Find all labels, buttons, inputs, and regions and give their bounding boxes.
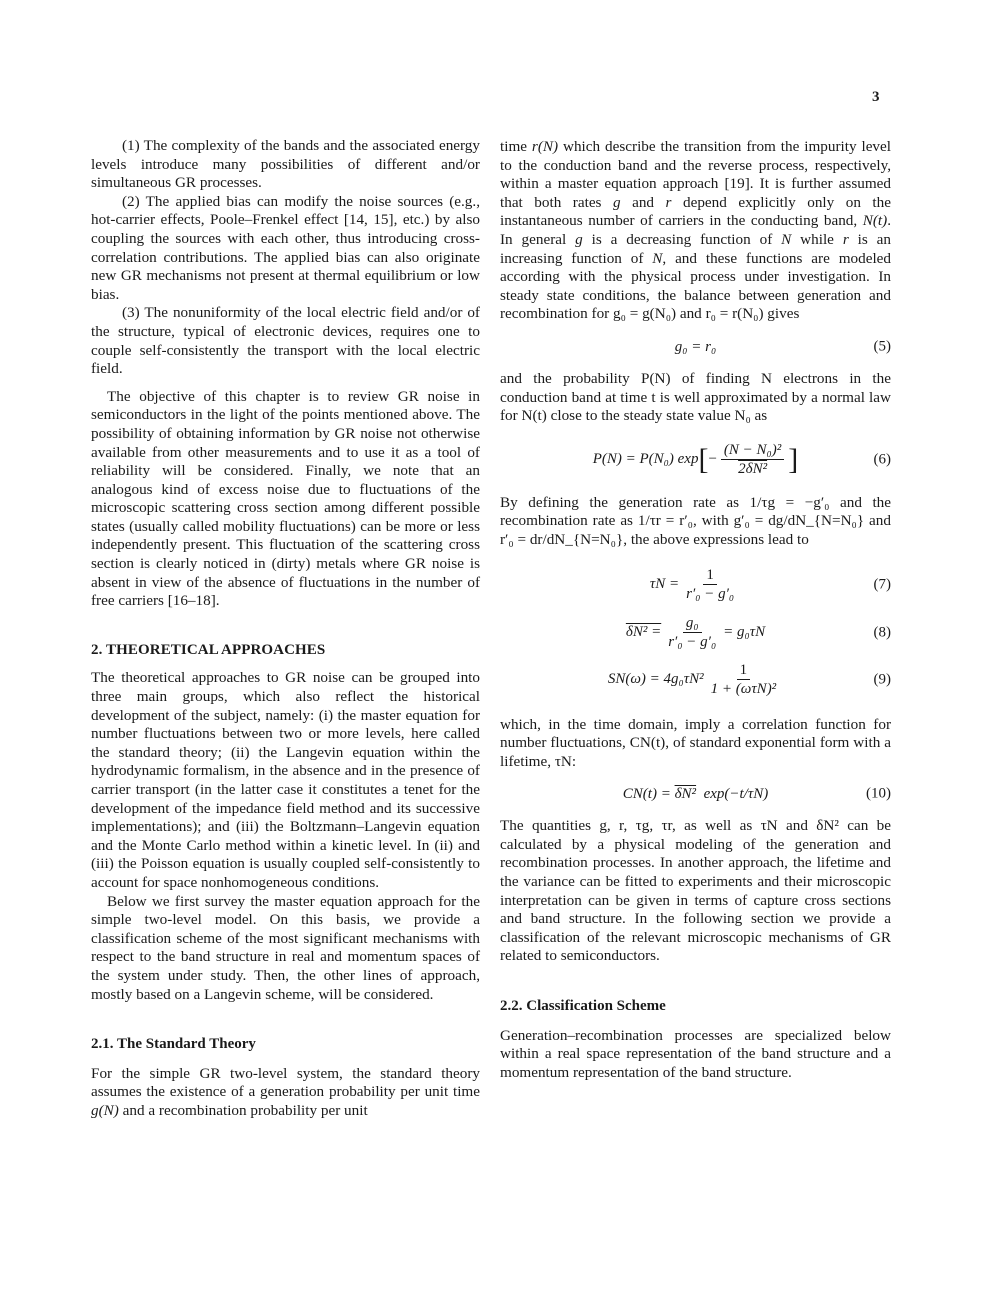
equation-rhs: = g₀τN [723,624,766,641]
equation-number: (9) [873,671,891,688]
equation-rhs: exp(−t/τN) [703,785,769,802]
text-span: is a decreasing function of [582,230,782,248]
subsection-heading-classification-scheme: 2.2. Classification Scheme [500,998,666,1015]
left-column [91,137,480,1121]
equation-lhs: P(N) = P(N₀) exp [592,451,699,468]
equation-lhs: CN(t) = [622,785,671,802]
numerator: g₀ [683,615,702,633]
equation-lhs: τN = [649,576,680,593]
equation-body: g₀ = r₀ [674,338,717,355]
variance: δN² [674,785,697,802]
right-column [500,138,891,1082]
numerator: (N − N₀)² [721,442,784,460]
math-r: r [842,230,849,248]
standard-theory-paragraph [91,1065,480,1121]
equation-9 [500,656,891,704]
denominator: 2δN² [738,461,768,478]
text-span: For the simple GR two-level system, the standard theory assumes the existence of a generation probability per unit time [91,1064,480,1101]
equation-number: (8) [873,624,891,641]
denominator: 1 + (ωτN)² [710,681,777,697]
equation-7 [500,560,891,610]
math-g: g [612,193,621,211]
text-span: . In general [500,212,891,248]
math-r: r [665,193,672,211]
objective-paragraph: The objective of this chapter is to review GR noise in semiconductors in the light of the points mentioned above. The possibility of obtaining information by GR noise not otherwise available from other measurements and to use it as a tool of reliability will be considered. Finally, we note that an analogous kind of excess noise due to fluctuations of the microscopic scattering cross section among different possible states (usually called mobility fluctuations) can be more or less independently present. This fluctuation of the scattering cross section is clearly noticed in (dirty) metals where GR noise is absent in view of the absence of fluctuations in the number of free carriers [16–18]. [91,387,480,610]
math-N: N [781,230,792,248]
fraction [721,442,784,477]
numerator: 1 [703,567,717,585]
denominator: r′₀ − g′₀ [686,586,735,602]
text-span: depend explicitly only on the instantaneous number of carriers in the conducting band, [500,193,891,230]
equation-lhs: δN² = [625,624,662,641]
fraction [708,662,780,697]
subsection-heading-standard-theory: 2.1. The Standard Theory [91,1036,256,1053]
math-N: N [652,249,663,267]
left-bracket: [ [698,442,709,476]
probability-paragraph: and the probability P(N) of finding N electrons in the conduction band at time t is well approximated by a normal law for N(t) close to the steady state value N₀ as [500,369,891,425]
text-span: is an increasing function of [500,230,891,267]
list-item-2: (2) The applied bias can modify the noise sources (e.g., hot-carrier effects, Poole–Frenkel effect [14, 15], etc.) by also coupling the sources with each other, thus introducing cross-correlation contributions. The applied bias can also originate new GR mechanisms not present at thermal equilibrium or low bias. [91,192,480,303]
list-item-3: (3) The nonuniformity of the local electric field and/or of the structure, typical of electronic devices, requires one to couple self-consistently the transport with the local electric field. [91,304,480,378]
equation-lhs: SN(ω) = 4g₀τN² [607,671,704,688]
equation-10 [500,771,891,817]
theoretical-approaches-paragraph: The theoretical approaches to GR noise can be grouped into three main groups, which also reflect the historical development of the subject, namely: (i) the master equation for number fluctuations between two or more levels, here called the standard theory; (ii) the Langevin equation within the hydrodynamic formalism, in the absence and in the presence of carrier transport (in the latter case it constitutes a tenet for the development of the impedance field method and its successive implementations); and (iii) the Boltzmann–Langevin equation and the Monte Carlo method within a kinetic level. In (ii) and (iii) the Poisson equation is usually coupled self-consistently to account for space nonhomogeneous conditions. [91,669,480,891]
equation-number: (7) [873,576,891,593]
math-gN: g(N) [91,1101,119,1119]
equation-6 [500,426,891,494]
text-span: time [500,138,532,155]
text-span: and a recombination probability per unit [118,1101,368,1119]
rates-definition-paragraph: By defining the generation rate as 1/τg = −g′₀ and the recombination rate as 1/τr = r′₀, with g′₀ = dg/dN_{N=N₀} and r′₀ = dr/dN_{N=N₀}, the above expressions lead to [500,493,891,548]
text-span: , and these functions are modeled according with the physical process under investigation. In steady state conditions, the balance between generation and recombination for g₀ = g(N₀) and r₀ = r(N₀) gives [500,249,891,323]
rates-paragraph [500,138,891,324]
text-span: which describe the transition from the impurity level to the conduction band and the reverse process, respectively, within a master equation approach [19]. It is further assumed that both rates [500,138,891,211]
page-number: 3 [872,89,880,105]
math-rN: r(N) [531,138,559,155]
list-item-1: (1) The complexity of the bands and the associated energy levels introduce many possibilities of different and/or simultaneous GR processes. [91,137,480,192]
numerator: 1 [737,662,751,680]
math-Nt: N(t) [862,212,888,230]
fraction [665,615,719,650]
right-bracket: ] [788,442,799,476]
quantities-paragraph: The quantities g, r, τg, τr, as well as τN and δN² can be calculated by a physical modeling of the generation and recombination processes. In another approach, the lifetime and the variance can be fitted to experiments and their microscopic interpretation can be given in terms of capture cross sections and band structure. In the following section we provide a classification of the relevant microscopic mechanisms of GR related to semiconductors. [500,817,891,965]
fraction [683,567,737,602]
equation-8 [500,610,891,656]
denominator: r′₀ − g′₀ [668,634,717,650]
equation-number: (6) [873,451,891,468]
section-heading-theoretical-approaches: 2. THEORETICAL APPROACHES [91,641,326,658]
equation-number: (5) [873,338,891,355]
math-g: g [575,230,583,248]
text-span: while [791,230,843,248]
equation-number: (10) [866,785,891,802]
text-span: and [620,193,666,211]
classification-paragraph: Generation–recombination processes are specialized below within a real space representation of the band structure and a momentum representation of the band structure. [500,1026,891,1081]
survey-paragraph: Below we first survey the master equation approach for the simple two-level model. On this basis, we provide a classification scheme of the most significant mechanisms with respect to the band structure in real and momentum spaces of the system under study. Then, the other lines of approach, mostly based on a Langevin scheme, will be considered. [91,892,480,1003]
time-domain-paragraph: which, in the time domain, imply a correlation function for number fluctuations, CN(t), of standard exponential form with a lifetime, τN: [500,715,891,770]
minus-sign: − [708,451,717,468]
equation-5 [500,324,891,370]
